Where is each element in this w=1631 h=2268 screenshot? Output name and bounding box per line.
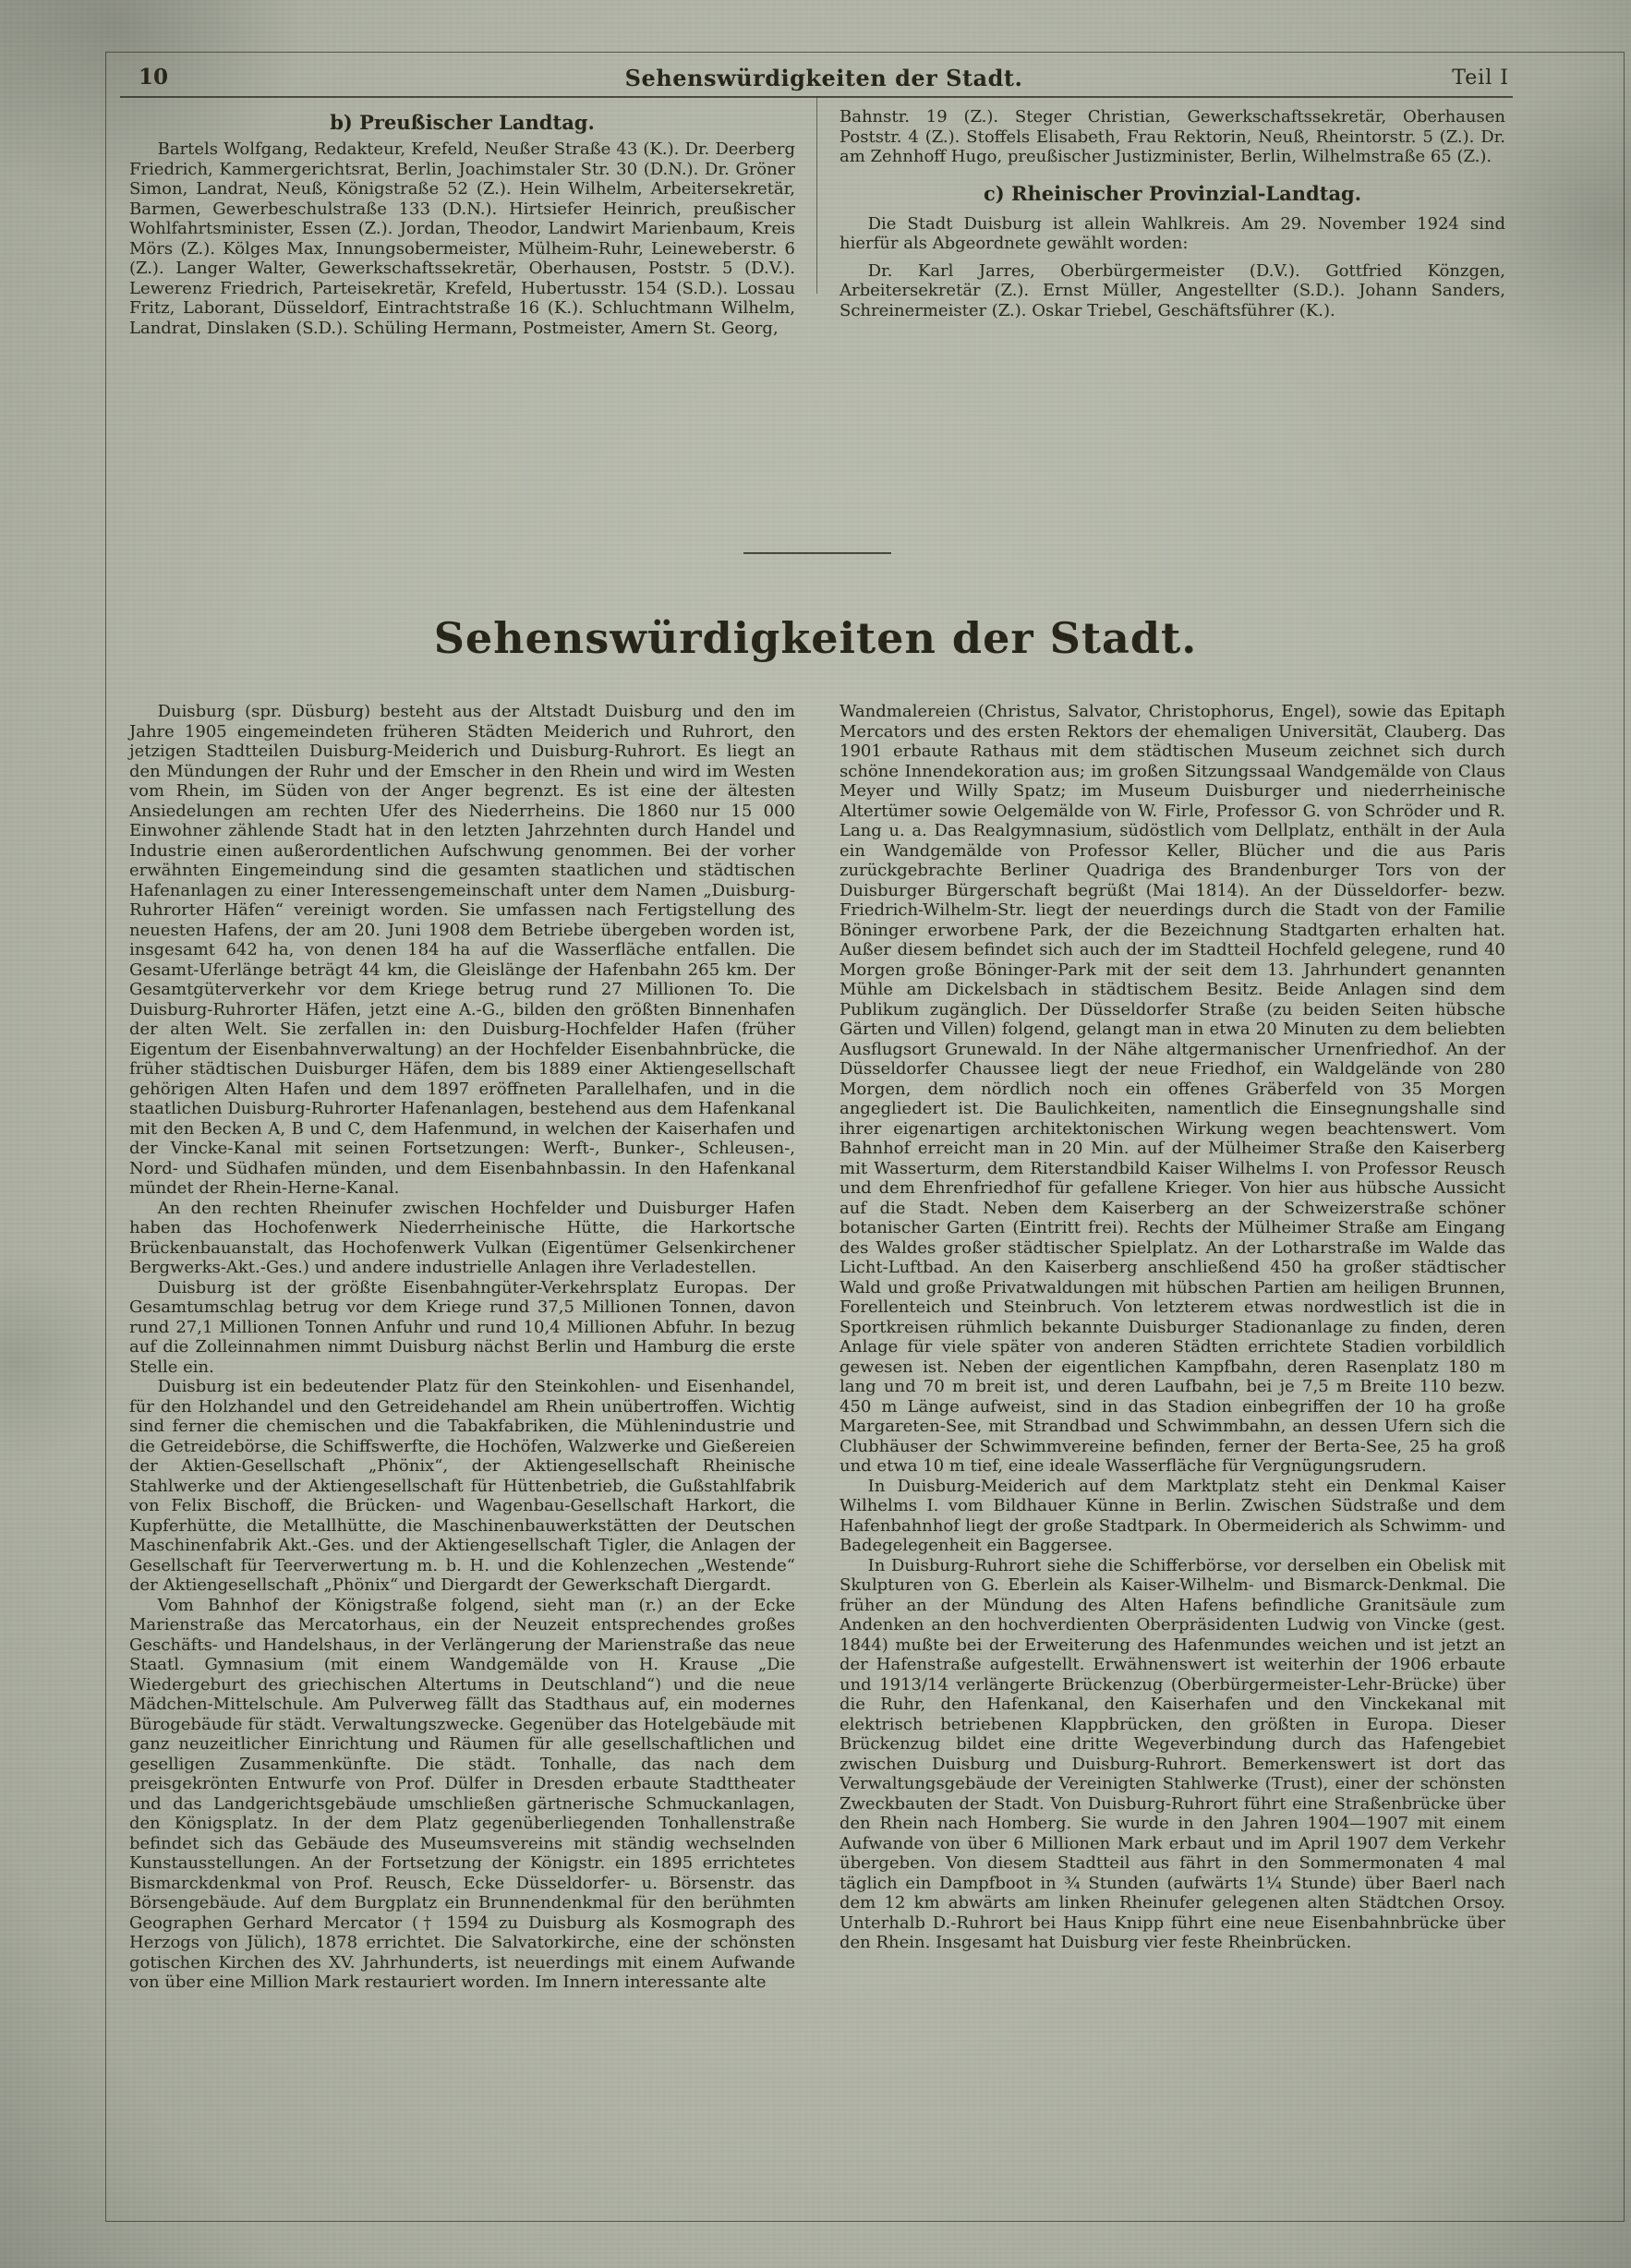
page-header <box>139 65 1509 90</box>
landtag-left-column <box>129 107 795 338</box>
paragraph: In Duisburg-Meiderich auf dem Marktplatz steht ein Denkmal Kaiser Wilhelms I. vom Bildhauer Künne in Berlin. Zwischen Südstraße und dem Hafenbahnhof liegt der große Stadtpark. In Obermeiderich als Schwimm- und Badegelegenheit ein Baggersee. <box>840 1476 1505 1555</box>
landtag-members-continuation: Bahnstr. 19 (Z.). Steger Christian, Gewerkschaftssekretär, Oberhausen Poststr. 4 (Z.). Stoffels Elisabeth, Frau Rektorin, Neuß, Rheintorstr. 5 (Z.). Dr. am Zehnhoff Hugo, preußischer Justizminister, Berlin, Wilhelmstraße 65 (Z.). <box>840 107 1505 166</box>
paragraph: Vom Bahnhof der Königstraße folgend, sieht man (r.) an der Ecke Marienstraße das Mercatorhaus, ein der Neuzeit entsprechendes großes Geschäfts- und Handelshaus, in der Verlängerung der Marienstraße das neue Staatl. Gymnasium (mit einem Wandgemälde von H. Krause „Die Wiedergeburt des griechischen Altertums in Deutschland“) und die neue Mädchen-Mittelschule. Am Pulverweg fällt das Stadthaus auf, ein modernes Bürogebäude für städt. Verwaltungszwecke. Gegenüber das Hotelgebäude mit ganz neuzeitlicher Einrichtung und Räumen für alle gesellschaftlichen und geselligen Zusammenkünfte. Die städt. Tonhalle, das nach dem preisgekrönten Entwurfe von Prof. Dülfer in Dresden erbaute Stadttheater und das Landgerichtsgebäude umschließen gärtnerische Schmuckanlagen, den Königsplatz. In der dem Platz gegenüberliegenden Tonhallenstraße befindet sich das Gebäude des Museumsvereins mit ständig wechselnden Kunstausstellungen. An der Fortsetzung der Königstr. ein 1895 errichtetes Bismarckdenkmal von Prof. Reusch, Ecke Düsseldorfer- u. Börsenstr. das Börsengebäude. Auf dem Burgplatz ein Brunnendenkmal für den berühmten Geographen Gerhard Mercator († 1594 zu Duisburg als Kosmograph des Herzogs von Jülich), 1878 errichtet. Die Salvatorkirche, eine der schönsten gotischen Kirchen des XV. Jahrhunderts, ist neuerdings mit einem Aufwande von über eine Million Mark restauriert worden. Im Innern interessante alte <box>129 1595 795 1992</box>
running-title: Sehenswürdigkeiten der Stadt. <box>624 65 1023 91</box>
column-rule <box>816 96 817 294</box>
paragraph: Duisburg ist ein bedeutender Platz für den Steinkohlen- und Eisenhandel, für den Holzhandel und den Getreidehandel am Rhein unübertroffen. Wichtig sind ferner die chemischen und die Tabakfabriken, die Mühlenindustrie und die Getreidebörse, die Schiffswerfte, die Hochöfen, Walzwerke und Gießereien der Aktien-Gesellschaft „Phönix“, der Aktiengesellschaft Rheinische Stahlwerke und der Aktiengesellschaft für Hüttenbetrieb, die Gußstahlfabrik von Felix Bischoff, die Brücken- und Wagenbau-Gesellschaft Harkort, die Kupferhütte, die Metallhütte, die Maschinenbauwerkstätten der Deutschen Maschinenfabrik Akt.-Ges. und der Aktiengesellschaft Tigler, die Anlagen der Gesellschaft für Teerverwertung m. b. H. und die Kohlenzechen „Westende“ der Aktiengesellschaft „Phönix“ und Diergardt der Gewerkschaft Diergardt. <box>129 1377 795 1595</box>
provinzial-landtag-intro: Die Stadt Duisburg ist allein Wahlkreis. Am 29. November 1924 sind hierfür als Abgeordnete gewählt worden: <box>840 213 1505 253</box>
body-right-column <box>840 702 1505 1993</box>
landtag-section <box>129 107 1505 338</box>
landtag-members-list: Bartels Wolfgang, Redakteur, Krefeld, Neußer Straße 43 (K.). Dr. Deerberg Friedrich, Kammergerichtsrat, Berlin, Joachimstaler Str. 30 (D.N.). Dr. Gröner Simon, Landrat, Neuß, Königstraße 52 (Z.). Hein Wilhelm, Arbeitersekretär, Barmen, Gewerbeschulstraße 133 (D.N.). Hirtsiefer Heinrich, preußischer Wohlfahrtsminister, Essen (Z.). Jordan, Theodor, Landwirt Marienbaum, Kreis Mörs (Z.). Kölges Max, Innungsobermeister, Mülheim-Ruhr, Leineweberstr. 6 (Z.). Langer Walter, Gewerkschaftssekretär, Oberhausen, Poststr. 5 (D.V.). Lewerenz Friedrich, Parteisekretär, Krefeld, Hubertusstr. 154 (S.D.). Lossau Fritz, Laborant, Düsseldorf, Eintrachtstraße 16 (K.). Schluchtmann Wilhelm, Landrat, Dinslaken (S.D.). Schüling Hermann, Postmeister, Amern St. Georg, <box>129 139 795 338</box>
landtag-right-column <box>840 107 1505 338</box>
main-heading: Sehenswürdigkeiten der Stadt. <box>433 613 1198 663</box>
preussischer-landtag-heading: b) Preußischer Landtag. <box>330 111 595 134</box>
part-label: Teil I <box>1452 66 1509 90</box>
paragraph: Wandmalereien (Christus, Salvator, Christophorus, Engel), sowie das Epitaph Mercators und des ersten Rektors der ehemaligen Universität, Clauberg. Das 1901 erbaute Rathaus mit dem städtischen Museum zeichnet sich durch schöne Innendekoration aus; im großen Sitzungssaal Wandgemälde von Claus Meyer und Willy Spatz; im Museum Duisburger und niederrheinische Altertümer sowie Oelgemälde von W. Firle, Professor G. von Schröder und R. Lang u. a. Das Realgymnasium, südöstlich vom Dellplatz, enthält in der Aula ein Wandgemälde von Professor Keller, Blücher und die aus Paris zurückgebrachte Berliner Quadriga des Brandenburger Tors von der Duisburger Bürgerschaft begrüßt (Mai 1814). An der Düsseldorfer- bezw. Friedrich-Wilhelm-Str. liegt der neuerdings durch die Stadt von der Familie Böninger erworbene Park, der die Bezeichnung Stadtgarten erhalten hat. Außer diesem befindet sich auch der im Stadtteil Hochfeld gelegene, rund 40 Morgen große Böninger-Park mit der seit dem 13. Jahrhundert genannten Mühle am Dickelsbach in städtischem Besitz. Beide Anlagen sind dem Publikum zugänglich. Der Düsseldorfer Straße (zu beiden Seiten hübsche Gärten und Villen) folgend, gelangt man in etwa 20 Minuten zu dem beliebten Ausflugsort Grunewald. In der Nähe altgermanischer Urnenfriedhof. An der Düsseldorfer Chaussee liegt der neue Friedhof, ein Waldgelände von 280 Morgen, dem nördlich noch ein offenes Gräberfeld von 35 Morgen angegliedert ist. Die Baulichkeiten, namentlich die Einsegnungshalle sind ihrer eigenartigen architektonischen Wirkung wegen beachtenswert. Vom Bahnhof erreicht man in 20 Min. auf der Mülheimer Straße den Kaiserberg mit Wasserturm, dem Riterstandbild Kaiser Wilhelms I. von Professor Reusch und dem Ehrenfriedhof für gefallene Krieger. Von hier aus hübsche Aussicht auf die Stadt. Neben dem Kaiserberg an der Schweizerstraße schöner botanischer Garten (Eintritt frei). Rechts der Mülheimer Straße am Eingang des Waldes großer städtischer Spielplatz. An der Lotharstraße im Walde das Licht-Luftbad. An den Kaiserberg anschließend 450 ha großer städtischer Wald und große Privatwaldungen mit hübschen Partien am heiligen Brunnen, Forellenteich und Steinbruch. Von letzterem etwas nordwestlich ist die in Sportkreisen rühmlich bekannte Duisburger Stadionanlage zu finden, deren Anlage für viele später von anderen Städten errichtete Stadien vorbildlich gewesen ist. Neben der eigentlichen Kampfbahn, deren Rasenplatz 180 m lang und 70 m breit ist, und deren Laufbahn, bei je 7,5 m Breite 110 bezw. 450 m Länge aufweist, sind in das Stadion einbegriffen der 10 ha große Margareten-See, mit Strandbad und Schwimmbahn, an dessen Ufern sich die Clubhäuser der Schwimmvereine befinden, ferner der Berta-See, 25 ha groß und etwa 10 m tief, eine ideale Wasserfläche für Vergnügungsrudern. <box>840 702 1505 1476</box>
paragraph: Duisburg (spr. Düsburg) besteht aus der Altstadt Duisburg und den im Jahre 1905 eingemeindeten früheren Städten Meiderich und Ruhrort, den jetzigen Stadtteilen Duisburg-Meiderich und Duisburg-Ruhrort. Es liegt an den Mündungen der Ruhr und der Emscher in den Rhein und wird im Westen vom Rhein, im Süden von der Anger begrenzt. Es ist eine der ältesten Ansiedelungen am rechten Ufer des Niederrheins. Die 1860 nur 15 000 Einwohner zählende Stadt hat in den letzten Jahrzehnten durch Handel und Industrie einen außerordentlichen Aufschwung genommen. Bei der vorher erwähnten Eingemeindung sind die gesamten staatlichen und städtischen Hafenanlagen zu einer Interessengemeinschaft unter dem Namen „Duisburg-Ruhrorter Häfen“ vereinigt worden. Sie umfassen nach Fertigstellung des neuesten Hafens, der am 20. Juni 1908 dem Betriebe übergeben worden ist, insgesamt 642 ha, von denen 184 ha auf die Wasserfläche entfallen. Die Gesamt-Uferlänge beträgt 44 km, die Gleislänge der Hafenbahn 265 km. Der Gesamtgüterverkehr vor dem Kriege betrug rund 27 Millionen To. Die Duisburg-Ruhrorter Häfen, jetzt eine A.-G., bilden den größten Binnenhafen der alten Welt. Sie zerfallen in: den Duisburg-Hochfelder Hafen (früher Eigentum der Eisenbahnverwaltung) an der Hochfelder Eisenbahnbrücke, die früher städtischen Duisburger Häfen, dem bis 1889 einer Aktiengesellschaft gehörigen Alten Hafen und dem 1897 eröffneten Parallelhafen, und in die staatlichen Duisburg-Ruhrorter Hafenanlagen, bestehend aus dem Hafenkanal mit den Becken A, B und C, dem Hafenmund, in welchen der Kaiserhafen und der Vincke-Kanal mit seinen Fortsetzungen: Werft-, Bunker-, Schleusen-, Nord- und Südhafen münden, und dem Eisenbahnbassin. In den Hafenkanal mündet der Rhein-Herne-Kanal. <box>129 702 795 1198</box>
paragraph: In Duisburg-Ruhrort siehe die Schifferbörse, vor derselben ein Obelisk mit Skulpturen von G. Eberlein als Kaiser-Wilhelm- und Bismarck-Denkmal. Die früher an der Mündung des Alten Hafens befindliche Granitsäule zum Andenken an den hochverdienten Oberpräsidenten Ludwig von Vincke (gest. 1844) mußte bei der Erweiterung des Hafenmundes weichen und ist jetzt an der Hafenstraße aufgestellt. Erwähnenswert ist weiterhin der 1906 erbaute und 1913/14 verlängerte Brückenzug (Oberbürgermeister-Lehr-Brücke) über die Ruhr, den Hafenkanal, den Kaiserhafen und den Vinckekanal mit elektrisch betriebenen Klappbrücken, den größten in Europa. Dieser Brückenzug bildet eine dritte Wegeverbindung durch das Hafengebiet zwischen Duisburg und Duisburg-Ruhrort. Bemerkenswert ist dort das Verwaltungsgebäude der Vereinigten Stahlwerke (Trust), einer der schönsten Zweckbauten der Stadt. Von Duisburg-Ruhrort führt eine Straßenbrücke über den Rhein nach Homberg. Sie wurde in den Jahren 1904—1907 mit einem Aufwande von über 6 Millionen Mark erbaut und im April 1907 dem Verkehr übergeben. Von diesem Stadtteil aus fährt in den Sommermonaten 4 mal täglich ein Dampfboot in ¾ Stunden (aufwärts 1¼ Stunde) über Baerl nach dem 12 km abwärts am linken Rheinufer gelegenen alten Städtchen Orsoy. Unterhalb D.-Ruhrort bei Haus Knipp führt eine neue Eisenbahnbrücke über den Rhein. Insgesamt hat Duisburg vier feste Rheinbrücken. <box>840 1555 1505 1952</box>
paragraph: Duisburg ist der größte Eisenbahngüter-Verkehrsplatz Europas. Der Gesamtumschlag betrug vor dem Kriege rund 37,5 Millionen Tonnen, davon rund 27,1 Millionen Tonnen Anfuhr und rund 10,4 Millionen Abfuhr. In bezug auf die Zolleinnahmen nimmt Duisburg nächst Berlin und Hamburg die erste Stelle ein. <box>129 1277 795 1377</box>
paragraph: An den rechten Rheinufer zwischen Hochfelder und Duisburger Hafen haben das Hochofenwerk Niederrheinische Hütte, die Harkortsche Brückenbauanstalt, das Hochofenwerk Vulkan (Eigentümer Gelsenkirchener Bergwerks-Akt.-Ges.) und andere industrielle Anlagen ihre Verladestellen. <box>129 1198 795 1277</box>
provinzial-landtag-heading: c) Rheinischer Provinzial-Landtag. <box>983 181 1362 205</box>
body-left-column <box>129 702 795 1993</box>
main-body <box>129 702 1505 1993</box>
section-divider <box>743 552 891 554</box>
provinzial-landtag-members: Dr. Karl Jarres, Oberbürgermeister (D.V.). Gottfried Könzgen, Arbeitersekretär (Z.). Ernst Müller, Angestellter (S.D.). Johann Sanders, Schreinermeister (Z.). Oskar Triebel, Geschäftsführer (K.). <box>840 260 1505 320</box>
page-number: 10 <box>139 65 169 90</box>
